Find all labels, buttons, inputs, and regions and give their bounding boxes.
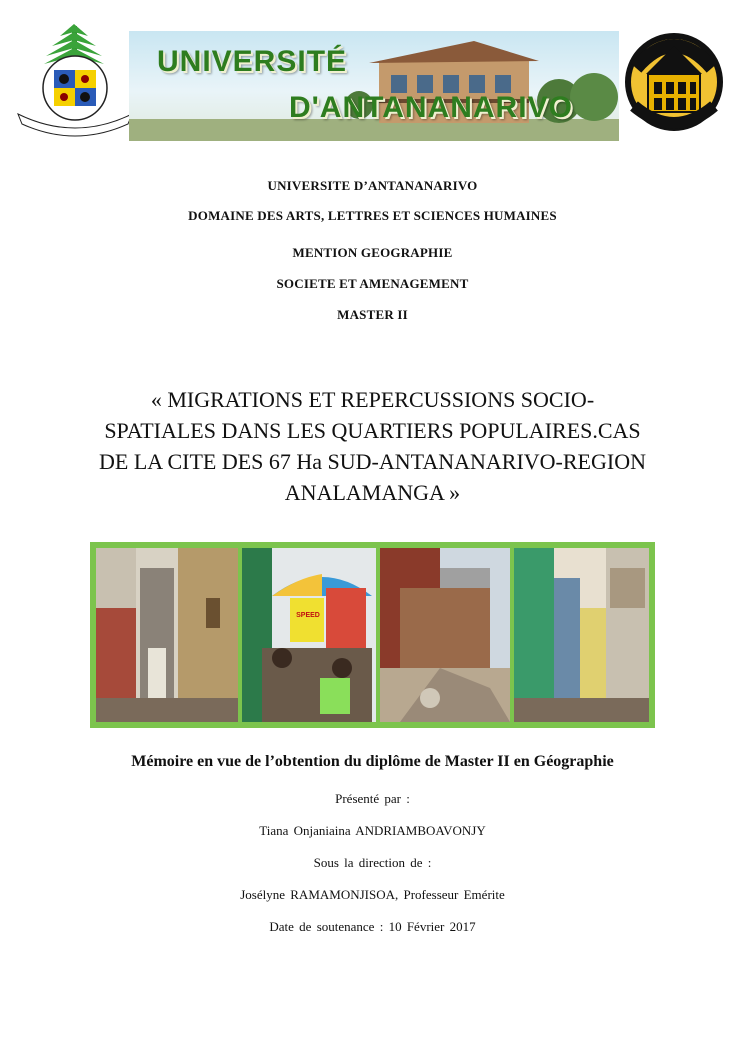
photo-strip [90,542,655,728]
university-banner [129,31,619,141]
author-name: Tiana Onjaniaina ANDRIAMBOAVONJY [259,823,486,838]
university-name: UNIVERSITE D’ANTANANARIVO [267,178,478,193]
banner-title-line2: D'ANTANANARIVO [289,91,573,124]
header [0,0,745,160]
thesis-title-line2: SPATIALES DANS LES QUARTIERS POPULAIRES.CAS [104,418,641,443]
photo-narrow-passage [514,548,649,722]
photo-alley [96,548,238,722]
stall-sign: SPEED [296,612,320,619]
defense-date: Date de soutenance : 10 Février 2017 [269,919,476,934]
university-coat-of-arms-icon [14,18,136,142]
thesis-title-line3: DE LA CITE DES 67 Ha SUD-ANTANANARIVO-REGION [99,449,646,474]
direction-label: Sous la direction de : [313,855,432,870]
photo-market-stall [242,548,376,722]
parcours-name: SOCIETE ET AMENAGEMENT [276,276,469,291]
banner-title-line1: UNIVERSITÉ [157,45,348,78]
presented-by-label: Présenté par : [335,791,410,806]
mention-name: MENTION GEOGRAPHIE [292,245,453,260]
thesis-title-line1: « MIGRATIONS ET REPERCUSSIONS SOCIO- [150,387,595,412]
memoire-statement: Mémoire en vue de l’obtention du diplôme de Master II en Géographie [131,753,614,770]
domain-name: DOMAINE DES ARTS, LETTRES ET SCIENCES HUMAINES [188,208,557,223]
photo-rubble-path [380,548,510,722]
thesis-title-line4: ANALAMANGA » [284,480,461,505]
supervisor-name: Josélyne RAMAMONJISOA, Professeur Emérite [240,887,505,902]
thesis-title [60,384,685,508]
level-name: MASTER II [337,307,408,322]
geography-department-logo-icon [622,28,726,140]
